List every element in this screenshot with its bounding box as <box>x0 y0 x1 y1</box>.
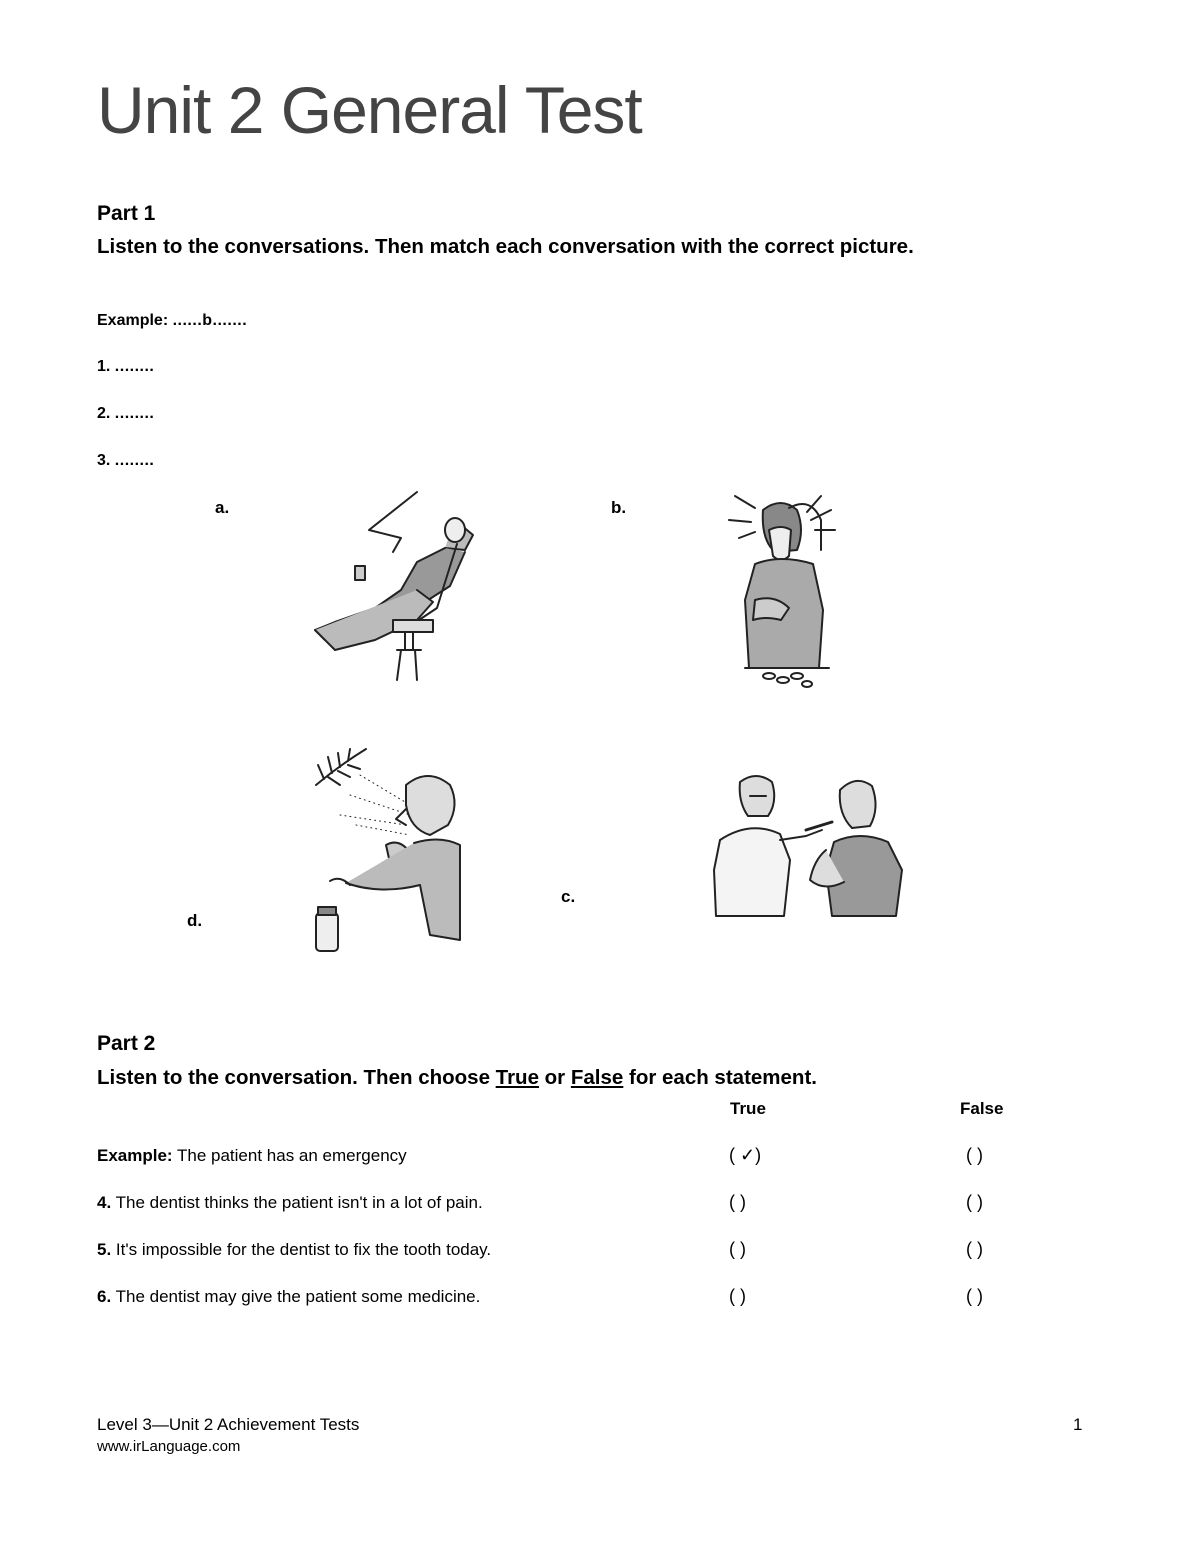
statement-text: The dentist thinks the patient isn't in a lot of pain. <box>111 1193 483 1212</box>
part1-heading: Part 1 <box>97 202 156 225</box>
page-number: 1 <box>1073 1415 1083 1434</box>
instruction-text-end: for each statement. <box>623 1066 817 1089</box>
example-answer: ......b....... <box>172 312 248 329</box>
answer-blank[interactable]: ........ <box>114 358 155 375</box>
false-word: False <box>570 1066 624 1089</box>
part2-instruction <box>97 1066 817 1090</box>
instruction-or: or <box>538 1066 571 1089</box>
example-label: Example: <box>97 312 169 329</box>
footer-url[interactable]: www.irLanguage.com <box>97 1438 241 1455</box>
statement-number: 6. <box>97 1287 112 1306</box>
dentist-chair-icon <box>305 490 485 685</box>
statement-row-5 <box>97 1240 491 1260</box>
item-number: 3. <box>97 452 111 469</box>
headache-person-icon <box>725 490 865 690</box>
statement-row-6 <box>97 1287 480 1307</box>
doctor-injection-icon <box>710 770 920 920</box>
page-title: Unit 2 General Test <box>97 73 642 147</box>
part2-heading: Part 2 <box>97 1032 156 1055</box>
answer-blank[interactable]: ........ <box>114 452 155 469</box>
statement-text: It's impossible for the dentist to fix the tooth today. <box>111 1240 492 1259</box>
statement-row-example <box>97 1146 407 1166</box>
false-checkbox[interactable]: ( ) <box>966 1145 983 1165</box>
allergy-sneeze-icon <box>310 745 470 960</box>
statement-row-4 <box>97 1193 483 1213</box>
answer-item-2 <box>97 405 154 423</box>
statement-text: The dentist may give the patient some medicine. <box>111 1287 481 1306</box>
true-checkbox[interactable]: ( ✓) <box>729 1145 762 1165</box>
picture-label-d: d. <box>187 911 203 930</box>
true-word: True <box>495 1066 539 1089</box>
answer-item-1 <box>97 358 154 376</box>
column-header-false: False <box>960 1099 1004 1118</box>
true-checkbox[interactable]: ( ) <box>729 1192 746 1212</box>
statement-text: The patient has an emergency <box>172 1146 407 1165</box>
column-header-true: True <box>730 1099 766 1118</box>
item-number: 1. <box>97 358 111 375</box>
false-checkbox[interactable]: ( ) <box>966 1192 983 1212</box>
answer-blank[interactable]: ........ <box>114 405 155 422</box>
part1-instruction: Listen to the conversations. Then match each conversation with the correct picture. <box>97 235 914 258</box>
picture-label-c: c. <box>561 887 576 906</box>
example-row <box>97 312 247 330</box>
picture-label-b: b. <box>611 498 627 517</box>
statement-number: 5. <box>97 1240 112 1259</box>
true-checkbox[interactable]: ( ) <box>729 1239 746 1259</box>
statement-number: Example: <box>97 1146 173 1165</box>
true-checkbox[interactable]: ( ) <box>729 1286 746 1306</box>
statement-number: 4. <box>97 1193 112 1212</box>
instruction-text: Listen to the conversation. Then choose <box>97 1066 496 1089</box>
footer-text: Level 3—Unit 2 Achievement Tests <box>97 1415 360 1434</box>
picture-label-a: a. <box>215 498 230 517</box>
false-checkbox[interactable]: ( ) <box>966 1286 983 1306</box>
item-number: 2. <box>97 405 111 422</box>
false-checkbox[interactable]: ( ) <box>966 1239 983 1259</box>
answer-item-3 <box>97 452 154 470</box>
